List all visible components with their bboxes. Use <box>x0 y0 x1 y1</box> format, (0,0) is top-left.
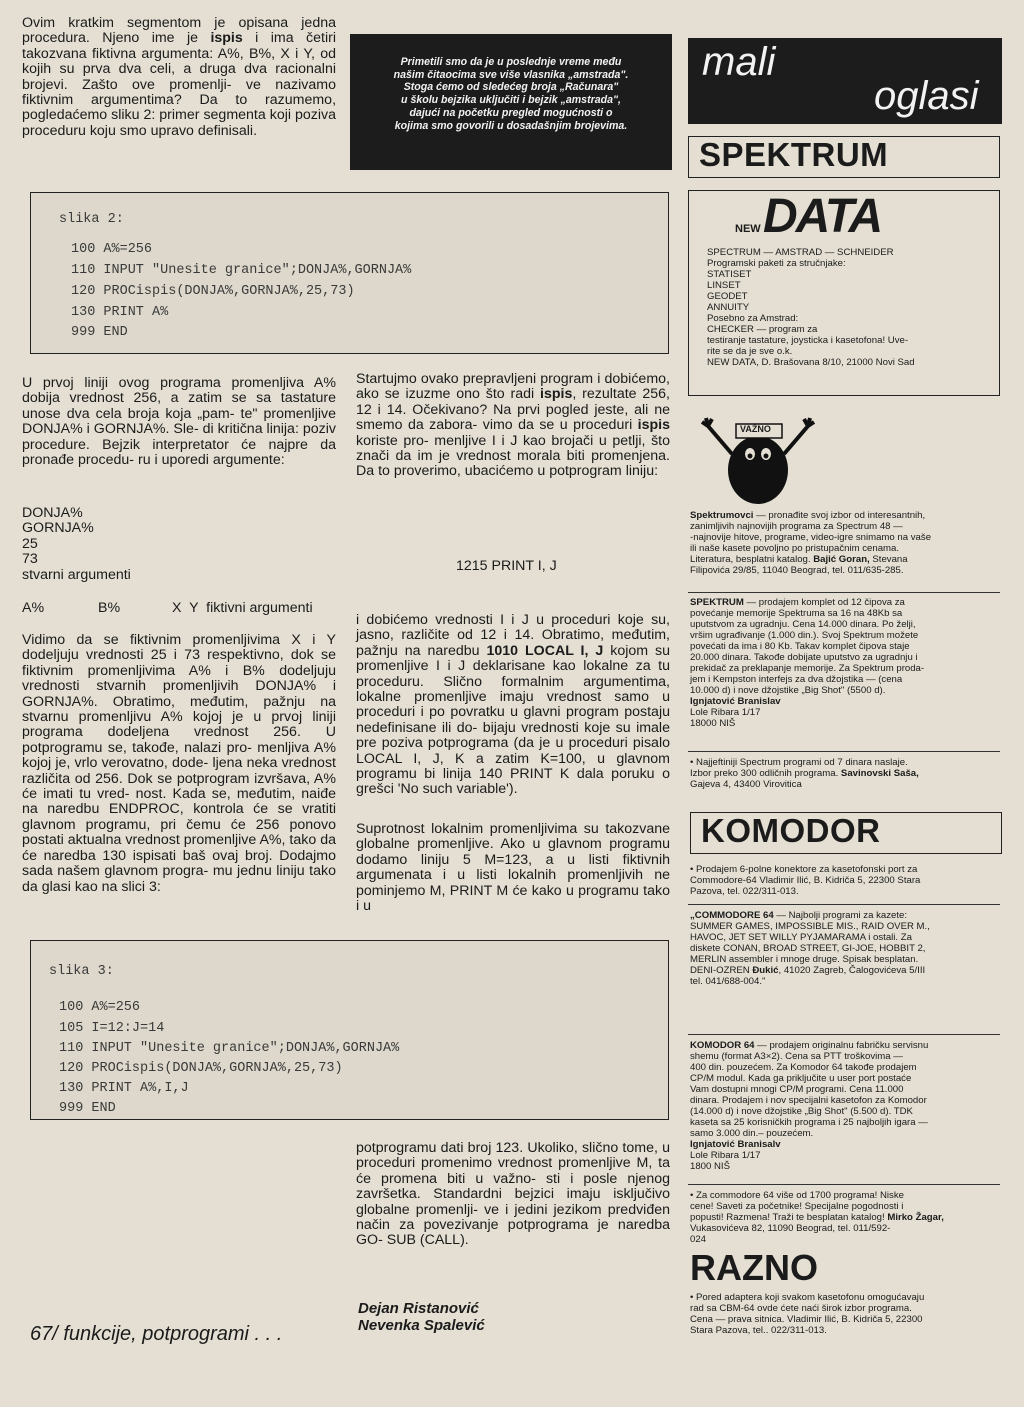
advertiser-name: Ignjatović Branislav <box>690 696 781 707</box>
text-line: četiri takozvana fiktivna argumenta: A%, <box>22 30 336 62</box>
ad-line: kaseta sa 25 korisničkih programa i 25 najboljih igara — <box>690 1117 928 1128</box>
text-line: nost. Kada se, međutim, naiđe na naredbu <box>22 786 337 818</box>
ad-line: Filipovića 29/85, 11040 Beograd, tel. 011/635-285. <box>690 565 904 576</box>
actual-arguments-list <box>22 506 222 583</box>
new-data-advert <box>688 190 1000 396</box>
ad-line: 400 din. pouzećem. Za Komodor 64 takođe prodajem <box>690 1062 917 1073</box>
ad-line: , 41020 Zagreb, Čalogovićeva 5/III <box>778 965 926 976</box>
logo-new: NEW <box>735 223 761 235</box>
code-line: 999 END <box>71 325 128 340</box>
ad-line: Gajeva 4, 43400 Virovitica <box>690 779 802 790</box>
ad-separator <box>688 904 1000 905</box>
advertiser-name: Mirko <box>887 1212 913 1223</box>
banner-word-mali: mali <box>702 40 776 84</box>
text-line: koriste pro- <box>356 432 429 449</box>
text-line: jedna procedura. Njeno ime je <box>22 15 336 47</box>
vazno-creature-illustration <box>698 414 818 506</box>
ad-line: SUMMER GAMES, IMPOSSIBLE MIS., RAID OVER M., <box>690 921 930 932</box>
code-line: 130 PRINT A%,I,J <box>59 1081 189 1096</box>
ad-line: — prodajem komplet od 12 čipova za <box>743 597 905 608</box>
code-line: 110 INPUT "Unesite granice";DONJA%,GORNJA% <box>59 1041 400 1056</box>
ad-line: 1800 NIŠ <box>690 1161 731 1172</box>
text-line: bijaju vrednosti koje su imale pre poziva <box>356 719 670 752</box>
ad-line: Lole Ribara 1/17 <box>690 707 761 718</box>
text-line: A% dobija vrednost 256, a zatim se sa <box>22 375 336 407</box>
paragraph-run-program <box>356 372 670 480</box>
new-data-logo <box>735 190 955 245</box>
ad-line: cene! Saveti za početnike! Specijalne pogodnosti i <box>690 1201 904 1212</box>
banner-word-oglasi: oglasi <box>874 74 979 118</box>
ad-line: LINSET <box>707 280 741 291</box>
ad-line: Posebno za Amstrad: <box>707 313 799 324</box>
notice-line: u školu bejzika uključiti i bejzik „amstrada", <box>401 94 621 107</box>
ad-line: STATISET <box>707 269 752 280</box>
ad-line: ili naše kasete povoljno po pristupačnim cenama. <box>690 543 900 554</box>
ad-line: ANNUITY <box>707 302 750 313</box>
classified-ad-connectors <box>690 864 1002 897</box>
ad-line: NEW DATA, D. Brašovana 8/10, 21000 Novi Sad <box>707 357 915 368</box>
ad-line: Stara Pazova, tel.. 022/311-013. <box>690 1325 827 1336</box>
code-line: 120 PROCispis(DONJA%,GORNJA%,25,73) <box>71 284 355 299</box>
text-line: prvi pogled jeste, ali ne smemo da zabora- <box>356 401 670 434</box>
notice-line: dajući na početku pregled mogućnosti o <box>409 106 613 119</box>
ad-line: dinara. Prodajem i nov specijalni kasetofon za Komodor <box>690 1095 927 1106</box>
text-line: Da to proverimo, ubacićemo u potprogram <box>356 463 622 480</box>
text-line: SUB (CALL). <box>386 1232 469 1249</box>
text-line: , rezultate 256, 12 i 14. Očekivano? Na <box>356 386 670 418</box>
ad-line: Pazova, tel. 022/311-013. <box>690 886 799 897</box>
section-heading-spektrum: SPEKTRUM <box>688 136 1000 178</box>
figure-title: slika 2: <box>59 212 124 227</box>
text-line: dva racionalni brojevi. Zašto ove promenlji- <box>22 61 336 93</box>
ad-line: — Najbolji programi za kazete: <box>773 910 908 921</box>
text-line: glavnom programu dodamo liniju 5 <box>356 836 670 868</box>
paragraph-local-variables <box>356 613 670 798</box>
ad-line: diskete CONAN, BROAD STREET, GI-JOE, HOBBIT 2, <box>690 943 926 954</box>
figure-3-code-listing <box>30 940 669 1120</box>
text-line: bejzici imaju isključivo globalne promenlji- <box>356 1186 670 1218</box>
ad-line: — pronađite svoj izbor od interesantnih, <box>753 510 926 521</box>
text-line: Y dodeljuju vrednosti 25 i 73 respektivno, <box>22 632 336 664</box>
text-line: u prvoj liniji programa dodeljena vrednost <box>22 709 336 741</box>
code-line: 100 A%=256 <box>59 1000 141 1015</box>
ad-line: zanimljivih najnovijih programa za Spectrum 48 — <box>690 521 903 532</box>
ad-line: popusti! Razmena! Traži te besplatan katalog! <box>690 1212 888 1223</box>
section-heading-razno: RAZNO <box>690 1247 818 1288</box>
text-line: dobićemo, ako se izuzme ono što radi <box>356 371 670 403</box>
ad-separator <box>688 592 1000 593</box>
classified-ad-spektrum-chips <box>690 597 1002 729</box>
argument-caption: X Y fiktivni argumenti <box>172 600 313 616</box>
ad-line: SPECTRUM — AMSTRAD — SCHNEIDER <box>707 247 894 258</box>
ad-separator <box>688 751 1000 752</box>
ad-line: jem i Kempston interfejs za dva džojstika — (cena <box>690 674 903 685</box>
ad-separator <box>688 1034 1000 1035</box>
text-line: Suprotnost lokalnim promenljivima su <box>356 821 599 837</box>
text-line: da im je vrednost morala biti promenjena. <box>395 448 670 465</box>
advertiser-name: Đukić <box>752 965 779 976</box>
text-line: programu bi linija 140 PRINT K dala poruku <box>356 766 655 783</box>
advertiser-name: Spektrumovci <box>690 510 754 521</box>
code-line: 105 I=12:J=14 <box>59 1021 165 1036</box>
author-name: Nevenka Spalević <box>358 1317 485 1334</box>
keyword-ispis: ispis <box>540 386 573 403</box>
keyword-local: J <box>595 642 604 659</box>
text-line: B%, X i Y, od kojih su prva dva celi, a druga <box>22 45 336 78</box>
text-line: ljena neka vrednost različita od 256. Dok se <box>22 755 336 787</box>
code-line: 110 INPUT "Unesite granice";DONJA%,GORNJA% <box>71 263 412 278</box>
ad-line: tel. 041/688-004." <box>690 976 766 987</box>
text-line: potprograma (da je u proceduri pisalo <box>427 735 670 752</box>
ad-line: Cena — prava sitnica. Vladimir Ilić, B. Kidriča 5, 22300 <box>690 1314 923 1325</box>
argument-item: 73 <box>22 551 38 568</box>
text-line: vrednost samo u proceduri i po povratku u <box>356 689 670 721</box>
text-line: međutim, pažnju na naredbu <box>356 627 670 659</box>
ad-line: Izbor preko 300 odličnih programa. <box>690 768 841 779</box>
paragraph-global-variables <box>356 822 670 914</box>
text-line: ve i jedini jezikom predviđen način za <box>356 1201 671 1234</box>
ad-line: uputstvom za ugradnju. Cena 14.000 dinara. Po želji, <box>690 619 916 630</box>
notice-line: Primetili smo da je u poslednje vreme među <box>400 56 622 68</box>
text-line: ru i uporedi argumente: <box>137 452 285 469</box>
keyword-ispis: ispis <box>210 30 243 47</box>
inserted-code-line: 1215 PRINT I, J <box>456 558 557 574</box>
text-line: kojom su promenljive I i J deklarisane kao <box>356 642 670 675</box>
figure-title: slika 3: <box>49 964 114 979</box>
ad-line: DENI-OZREN <box>690 965 753 976</box>
notice-line: Stoga ćemo od sledećeg broja „Računara" <box>403 81 619 94</box>
text-line: će naredba 130 ispisati baš ovaj broj. <box>22 847 273 864</box>
vazno-sign-text: VAŽNO <box>740 424 771 434</box>
code-line: 130 PRINT A% <box>71 305 169 320</box>
ad-line: 20.000 dinara. Takođe dobijate uputstvo za ugradnju i <box>690 652 918 663</box>
text-line: programu, pri čemu će 256 ponovo postati <box>22 816 336 849</box>
text-line: U prvoj liniji ovog programa promenljiva <box>22 375 305 391</box>
ad-line: testiranje tastature, joysticka i kasetofona! Uve- <box>707 335 909 346</box>
text-line: Startujmo ovako prepravljeni program i <box>356 371 601 387</box>
text-line: M=123, a u listi fiktivnih argumenata i u <box>356 851 670 884</box>
text-line: povezivanje potprograma je naredba GO- <box>356 1217 671 1249</box>
text-line: pažnju na stvarnu promenljivu A% kojoj je <box>22 693 336 726</box>
advertiser-name: SPEKTRUM <box>690 597 744 608</box>
text-line: sti i posle njenog završetka. Standardni <box>356 1170 670 1203</box>
ad-line: CHECKER — program za <box>707 324 818 335</box>
text-line: su, jasno, različite od 12 i 14. Obratimo, <box>356 612 670 644</box>
text-line: PRINT M će kako u programu tako i u <box>356 882 670 915</box>
paragraph-global-continued <box>356 1141 670 1249</box>
ad-line: prekidač za preklapanje memorije. Za Spektrum proda- <box>690 663 925 674</box>
logo-data: DATA <box>763 190 882 243</box>
argument-item: DONJA% <box>22 505 83 521</box>
text-line: tastature unose dva cela broja koja „pam- <box>22 390 336 422</box>
paragraph-fictive-arguments <box>22 633 336 895</box>
text-line: argumentima, lokalne promenljive imaju <box>356 673 670 706</box>
text-line: Dodajmo sada našem glavnom progra- <box>22 847 336 880</box>
ad-line: Vam dostupni mnogi CP/M programi. Cena 11.000 <box>690 1084 904 1095</box>
classified-ad-cheap-programs <box>690 757 1002 790</box>
code-line: 120 PROCispis(DONJA%,GORNJA%,25,73) <box>59 1061 343 1076</box>
advertiser-name: „COMMODORE 64 <box>690 910 774 921</box>
classified-ad-1700-programs <box>690 1190 1002 1245</box>
text-line: DONJA% i GORNJA%. Obratimo, međutim, <box>22 678 337 710</box>
code-line: 100 A%=256 <box>71 242 153 257</box>
text-line: menljiva A% kojoj je, vrlo verovatno, dode- <box>22 739 336 772</box>
ad-line: povećati da ima i 80 Kb. Takav komplet čipova staje <box>690 641 910 652</box>
notice-line: našim čitaocima sve više vlasnika „amstrada". <box>393 68 629 81</box>
page-footer: 67/ funkcije, potprogrami . . . <box>30 1323 283 1345</box>
text-line: 256. U potprogramu se, takođe, nalazi pro- <box>22 724 336 756</box>
text-line: upravo definisali. <box>150 122 258 139</box>
ad-separator <box>688 1184 1000 1185</box>
ad-line: vršim ugrađivanje (1.000 din.). Svoj Spektrum možete <box>690 630 919 641</box>
text-line: vimo da se u proceduri <box>482 417 638 434</box>
keyword-local: 1010 LOCAL I, <box>486 642 589 659</box>
text-line: dok se fiktivnim promenljivima A% i B% <box>22 647 336 679</box>
text-line: di kritična linija: poziv procedure. Bejzik <box>22 421 336 453</box>
text-line: menljive I i J kao brojači u petlji, što znači <box>356 432 670 465</box>
ad-line: samo 3.000 din.– pouzećem. <box>690 1128 814 1139</box>
notice-line: kojima smo govorili u dosadašnjim brojevima. <box>394 119 628 132</box>
keyword-ispis: ispis <box>637 417 670 434</box>
ad-line: 18000 NIŠ <box>690 718 736 729</box>
advertiser-name: Žagar, <box>915 1212 944 1223</box>
text-line: promenljive M, ta će promena biti u važno- <box>356 1155 670 1187</box>
intro-paragraph <box>22 16 336 139</box>
ad-line: MERLIN assembler i mnoge druge. Spisak besplatan. <box>690 954 919 965</box>
advertiser-name: Bajić Goran, <box>813 554 870 565</box>
ad-line: • Prodajem 6-polne konektore za kasetofonski port za <box>690 864 918 875</box>
ad-line: rite se da je sve o.k. <box>707 346 793 357</box>
text-line: i dobićemo vrednosti I i J u proceduri koje <box>356 612 644 628</box>
ad-line: Stevana <box>869 554 908 565</box>
text-line: potprogramu dati broj 123. Ukoliko, slično <box>356 1140 619 1156</box>
text-line: te" promenljive DONJA% i GORNJA%. Sle- <box>22 405 336 438</box>
text-line: dodeljuju vrednosti stvarnih promenljivih <box>22 662 336 695</box>
ad-line: GEODET <box>707 291 748 302</box>
text-line: interpretator će najpre da pronađe procedu- <box>22 436 336 469</box>
argument-item: A% <box>22 600 45 616</box>
paragraph-program-explanation <box>22 376 336 468</box>
text-line: o grešci 'No such variable'). <box>356 766 670 798</box>
ad-line: • Najjeftiniji Spectrum programi od 7 dinara naslaje. <box>690 757 908 768</box>
text-line: takozvane globalne promenljive. Ako u <box>356 821 670 853</box>
author-name: Dejan Ristanović <box>358 1300 479 1317</box>
ad-line: Vukasovićeva 82, 11090 Beograd, tel. 011/592- <box>690 1223 891 1234</box>
section-heading-komodor: KOMODOR <box>690 812 1002 854</box>
argument-item: 25 <box>22 535 38 552</box>
advertiser-name: Ignjatović Branisalv <box>690 1139 781 1150</box>
ad-line: CP/M modul. Kada ga priključite u user port postaće <box>690 1073 912 1084</box>
classified-ad-komodor-schematic <box>690 1040 1002 1172</box>
text-line: liniju: <box>625 463 659 480</box>
text-line: Ovim kratkim segmentom je opisana <box>22 15 289 31</box>
text-line: mu jednu liniju tako da glasi kao na slici 3: <box>22 863 336 895</box>
ad-line: 024 <box>690 1234 707 1245</box>
text-line: aktualna vrednost promenljive A%, tako da <box>67 832 336 849</box>
ad-line: (14.000 d) i nove džojstike „Big Shot" (5.500 d). TDK <box>690 1106 913 1117</box>
ad-line: HAVOC, JET SET WILLY PYJAMARAMA i ostali. Za <box>690 932 912 943</box>
text-line: i ima <box>242 30 294 47</box>
figure-2-code-listing <box>30 192 669 354</box>
text-line: glavni program postaju nedefinisane ili do- <box>356 704 670 736</box>
text-line: LOCAL I, J, K a zatim K=100, u glavnom <box>356 750 670 767</box>
text-line: razumemo, pogledaćemo sliku 2: primer <box>22 92 337 124</box>
ad-line: Commodore-64 Vladimir Ilić, B. Kidriča 5, 22300 Stara <box>690 875 921 886</box>
text-line: segmenta koji poziva proceduru koju smo <box>22 107 336 139</box>
argument-item: GORNJA% <box>22 520 94 537</box>
code-line: 999 END <box>59 1101 116 1116</box>
ad-line: 10.000 d) i nove džojstike „Big Shot" (5500 d). <box>690 685 886 696</box>
ad-line: Programski paketi za stručnjake: <box>707 258 846 269</box>
ad-line: rad sa CBM-64 ovde ćete naći širok izbor programa. <box>690 1303 912 1314</box>
ad-line: Literatura, besplatni katalog. <box>690 554 814 565</box>
text-line: Vidimo da se fiktivnim promenljivima X i <box>22 632 316 648</box>
ad-line: povećanje memorije Spektruma sa 16 na 48Kb sa <box>690 608 903 619</box>
text-line: potprogram izvršava, A% će imati tu vred- <box>22 770 336 803</box>
mali-oglasi-banner <box>688 38 1002 124</box>
classified-ad-spektrumovci <box>690 510 1002 576</box>
text-line: lokalne za tu proceduru. Slično formalnim <box>356 658 670 690</box>
text-line: ENDPROC, kontrola će se vratiti glavnom <box>22 801 336 833</box>
ad-line: • Za commodore 64 više od 1700 programa! Niske <box>690 1190 904 1201</box>
notice-box <box>350 34 672 170</box>
ad-line: -najnovije hitove, programe, video-igre snimamo na vaše <box>690 532 932 543</box>
ad-line: — prodajem originalnu fabričku servisnu <box>754 1040 929 1051</box>
ad-line: shemu (format A3×2). Cena sa PTT troškovima — <box>690 1051 903 1062</box>
text-line: tome, u proceduri promenimo vrednost <box>356 1140 670 1172</box>
ad-line: Lole Ribara 1/17 <box>690 1150 761 1161</box>
ad-line: • Pored adaptera koji svakom kasetofonu omogućavaju <box>690 1292 925 1303</box>
text-line: ve nazivamo fiktivnim argumentima? Da to <box>22 76 336 109</box>
argument-caption: stvarni argumenti <box>22 566 131 583</box>
classified-ad-commodore-games <box>690 910 1002 987</box>
advertiser-name: Savinovski Saša, <box>840 768 919 779</box>
advertiser-name: KOMODOR 64 <box>690 1040 755 1051</box>
author-credits <box>358 1300 485 1334</box>
argument-item: B% <box>98 600 121 616</box>
classified-ad-adapters <box>690 1292 1002 1336</box>
text-line: listi lokalnih promenljivih ne pominjemo M, <box>356 867 670 899</box>
